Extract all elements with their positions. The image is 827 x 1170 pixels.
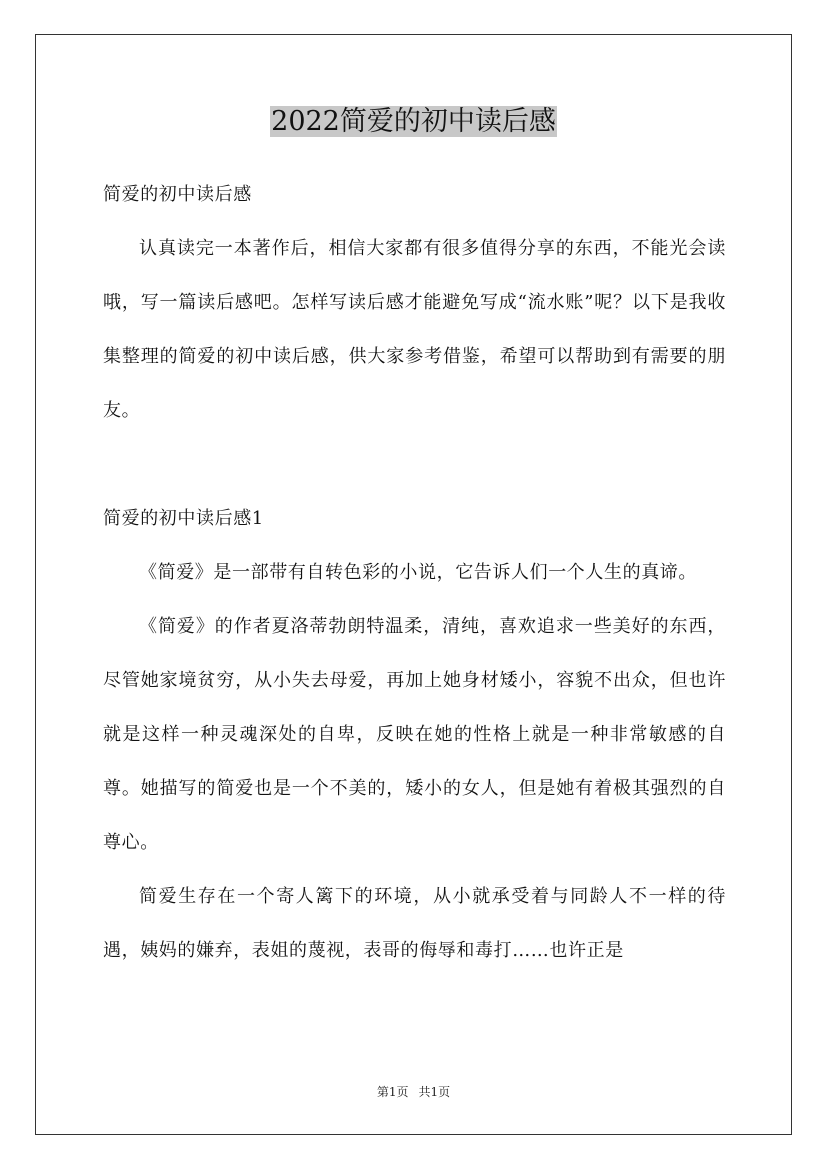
paragraph-heading: 简爱的初中读后感 — [103, 184, 252, 205]
paragraph-intro: 认真读完一本著作后，相信大家都有很多值得分享的东西，不能光会读哦，写一篇读后感吧。怎样写读后感才能避免写成“流水账”呢？以下是我收集整理的简爱的初中读后感，供大家参考借鉴，希望可以帮助到有需要的朋友。 — [103, 238, 726, 421]
document-body — [103, 168, 726, 978]
document-title-text: 2022简爱的初中读后感 — [271, 106, 556, 137]
page-number: 第1页 — [376, 1085, 409, 1099]
page-total: 共1页 — [418, 1085, 451, 1099]
document-title — [0, 100, 827, 144]
paragraph-body-1: 《简爱》是一部带有自转色彩的小说，它告诉人们一个人生的真谛。 — [139, 562, 697, 583]
paragraph-body-2: 《简爱》的作者夏洛蒂勃朗特温柔，清纯，喜欢追求一些美好的东西，尽管她家境贫穷，从小失去母爱，再加上她身材矮小，容貌不出众，但也许就是这样一种灵魂深处的自卑，反映在她的性格上就是一种非常敏感的自尊。她描写的简爱也是一个不美的，矮小的女人，但是她有着极其强烈的自尊心。 — [103, 616, 726, 853]
paragraph-body-3: 简爱生存在一个寄人篱下的环境，从小就承受着与同龄人不一样的待遇，姨妈的嫌弃，表姐的蔑视，表哥的侮辱和毒打……也许正是 — [103, 886, 726, 961]
blank-line — [103, 438, 726, 492]
page-footer — [0, 1083, 827, 1101]
paragraph-section-heading: 简爱的初中读后感1 — [103, 508, 264, 529]
